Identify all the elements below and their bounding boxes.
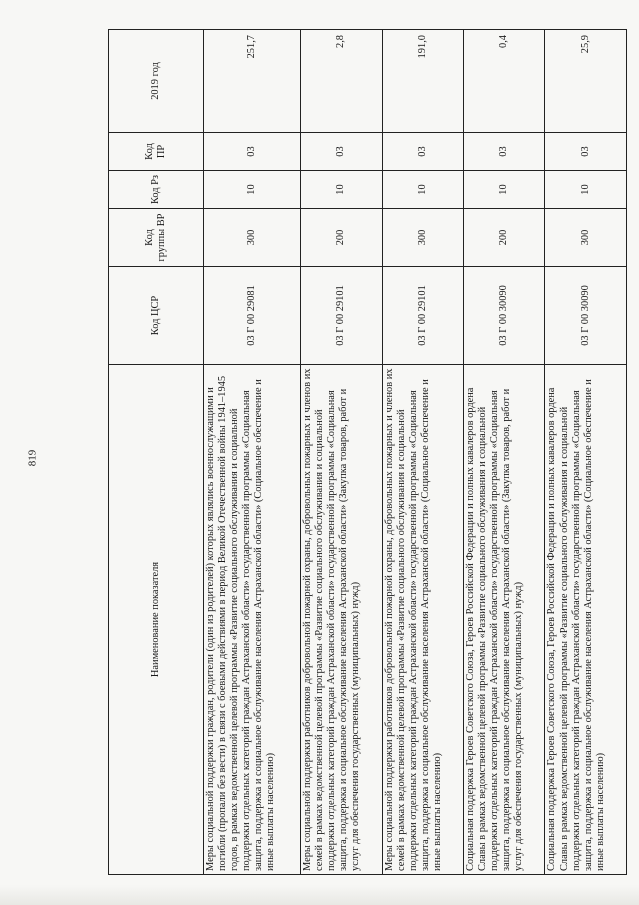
table-row [301,30,382,875]
header-csr: Код ЦСР [109,267,204,365]
row-rz: 10 [463,171,544,209]
header-name: Наименование показателя [109,365,204,875]
row-csr: 03 Г 00 30090 [545,267,627,365]
rotated-table-wrapper [108,30,627,875]
row-rz: 10 [301,171,382,209]
row-name: Меры социальной поддержки работников добровольной пожарной охраны, добровольных пожарных и членов их семей в рамках ведомственной целевой программы «Развитие социального обслуживания и социальной поддержки отдельных категорий граждан Астраханской области» государственной программы «Социальная защита, поддержка и социальное обслуживание населения Астраханской области» (Социальное обеспечение и иные выплаты населению) [382,365,463,875]
row-pr: 03 [545,133,627,171]
table-row [463,30,544,875]
row-csr: 03 Г 00 29101 [382,267,463,365]
table-row [545,30,627,875]
row-name: Социальная поддержка Героев Советского Союза, Героев Российской Федерации и полных кавалеров ордена Славы в рамках ведомственной целевой программы «Развитие социального обслуживания и социальной поддержки отдельных категорий граждан Астраханской области» государственной программы «Социальная защита, поддержка и социальное обслуживание населения Астраханской области» (Социальное обеспечение и иные выплаты населению) [545,365,627,875]
row-csr: 03 Г 00 29081 [204,267,301,365]
page-number: 819 [26,449,39,467]
row-pr: 03 [382,133,463,171]
row-name: Меры социальной поддержки работников добровольной пожарной охраны, добровольных пожарных и членов их семей в рамках ведомственной целевой программы «Развитие социального обслуживания и социальной поддержки отдельных категорий граждан Астраханской области» государственной программы «Социальная защита, поддержка и социальное обслуживание населения Астраханской области» (Закупка товаров, работ и услуг для обеспечения государственных (муниципальных) нужд) [301,365,382,875]
row-vr: 200 [463,209,544,267]
row-name: Меры социальной поддержки граждан, родители (один из родителей) которых являлись военнослужащими и погибли (пропали без вести) в связи с боевыми действиями в период Великой Отечественной войны 1941–1945 годов, в рамках ведомственной целевой программы «Развитие социального обслуживания и социальной поддержки отдельных категорий граждан Астраханской области» государственной программы «Социальная защита, поддержка и социальное обслуживание населения Астраханской области» (Социальное обеспечение и иные выплаты населению) [204,365,301,875]
row-year: 251,7 [204,30,301,133]
row-pr: 03 [463,133,544,171]
row-rz: 10 [545,171,627,209]
row-csr: 03 Г 00 30090 [463,267,544,365]
scan-edge [0,885,639,905]
row-vr: 300 [545,209,627,267]
budget-table [108,29,627,875]
row-vr: 300 [382,209,463,267]
header-year: 2019 год [109,30,204,133]
row-year: 2,8 [301,30,382,133]
row-pr: 03 [204,133,301,171]
row-vr: 200 [301,209,382,267]
header-vr: Код группы ВР [109,209,204,267]
header-pr: Код ПР [109,133,204,171]
row-year: 191,0 [382,30,463,133]
table-row [382,30,463,875]
table-row [204,30,301,875]
row-year: 0,4 [463,30,544,133]
row-csr: 03 Г 00 29101 [301,267,382,365]
row-year: 25,9 [545,30,627,133]
row-rz: 10 [204,171,301,209]
row-vr: 300 [204,209,301,267]
header-rz: Код Рз [109,171,204,209]
row-rz: 10 [382,171,463,209]
row-pr: 03 [301,133,382,171]
row-name: Социальная поддержка Героев Советского Союза, Героев Российской Федерации и полных кавалеров ордена Славы в рамках ведомственной целевой программы «Развитие социального обслуживания и социальной поддержки отдельных категорий граждан Астраханской области» государственной программы «Социальная защита, поддержка и социальное обслуживание населения Астраханской области» (Закупка товаров, работ и услуг для обеспечения государственных (муниципальных) нужд) [463,365,544,875]
header-row [109,30,204,875]
